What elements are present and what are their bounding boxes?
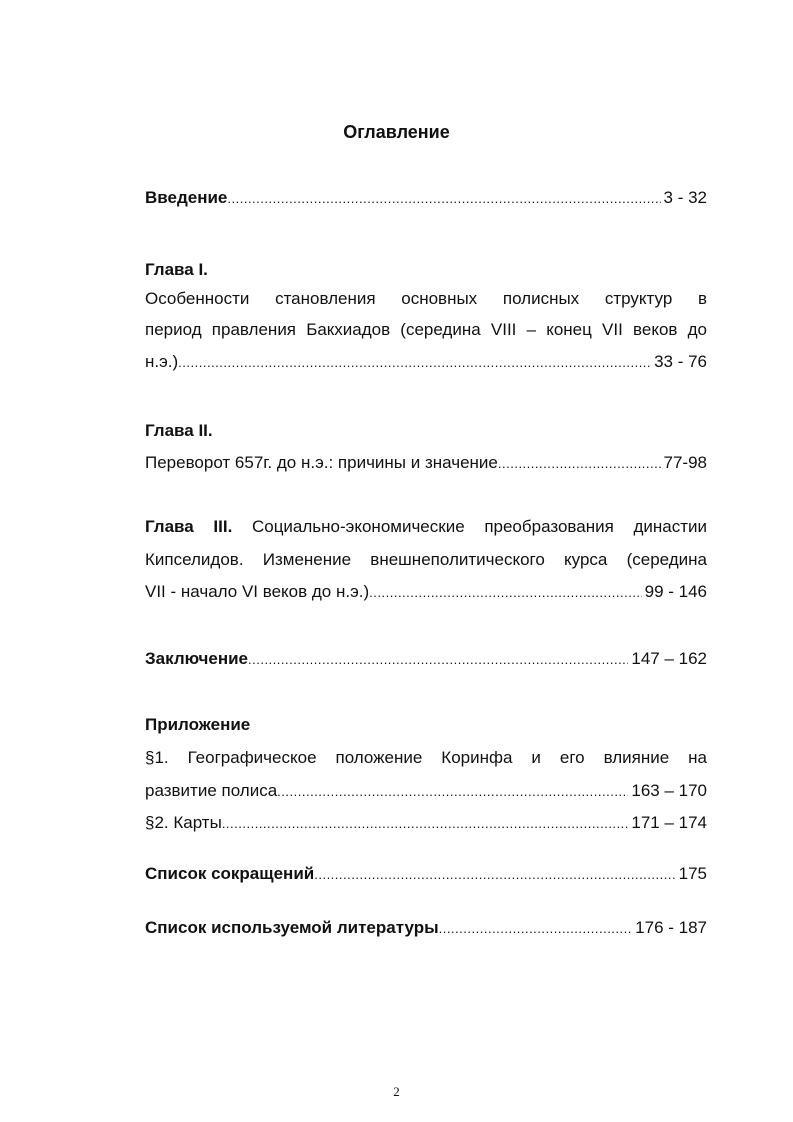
toc-entry-abbreviations	[145, 864, 707, 885]
chapter-2-heading: Глава II.	[145, 421, 213, 440]
page-title: Оглавление	[343, 122, 450, 142]
toc-entry-pages: 77-98	[663, 453, 707, 472]
toc-entry-appendix-section-2	[145, 813, 707, 834]
dot-leader	[227, 189, 660, 209]
chapter-1-title-line-1: Особенности становления основных полисных структур в	[145, 289, 707, 308]
dot-leader	[277, 782, 628, 802]
chapter-3-heading: Глава III.	[145, 517, 233, 536]
chapter-1-title-line-2: период правления Бакхиадов (середина VIII – конец VII веков до	[145, 320, 707, 339]
toc-entry-label: Введение	[145, 188, 228, 207]
dot-leader	[178, 353, 651, 373]
toc-entry-literature	[145, 918, 707, 939]
toc-entry-pages: 176 - 187	[635, 918, 707, 937]
dot-leader	[369, 583, 641, 603]
dot-leader	[498, 454, 661, 474]
toc-entry-pages: 171 – 174	[631, 813, 707, 832]
toc-entry-label: Список сокращений	[145, 864, 315, 883]
dot-leader	[314, 865, 675, 885]
toc-entry-appendix-section-1	[145, 781, 707, 802]
dot-leader	[222, 814, 629, 834]
toc-entry-pages: 33 - 76	[654, 352, 707, 371]
toc-entry-pages: 147 – 162	[631, 649, 707, 668]
chapter-3-title-line-1	[145, 517, 707, 537]
toc-entry-conclusion	[145, 649, 707, 670]
toc-entry-pages: 3 - 32	[663, 188, 707, 207]
toc-entry-label: н.э.)	[145, 352, 179, 371]
chapter-3-title-start: Социально-экономические преобразования династии	[251, 517, 707, 536]
toc-entry-pages: 99 - 146	[644, 582, 707, 601]
toc-entry-chapter-3	[145, 582, 707, 603]
dot-leader	[439, 919, 633, 939]
appendix-section-1-line-1: §1. Географическое положение Коринфа и его влияние на	[145, 748, 707, 767]
dot-leader	[248, 650, 628, 670]
toc-entry-label: §2. Карты	[145, 813, 222, 832]
toc-entry-pages: 163 – 170	[631, 781, 707, 800]
toc-entry-label: Переворот 657г. до н.э.: причины и значение	[145, 453, 498, 472]
toc-entry-pages: 175	[678, 864, 707, 883]
toc-entry-label: Заключение	[145, 649, 248, 668]
toc-entry-label: развитие полиса	[145, 781, 278, 800]
toc-entry-label: VII - начало VI веков до н.э.)	[145, 582, 370, 601]
page-number: 2	[393, 1084, 400, 1099]
chapter-1-heading: Глава I.	[145, 260, 208, 279]
chapter-3-title-line-2: Кипселидов. Изменение внешнеполитического курса (середина	[145, 550, 707, 569]
toc-entry-label: Список используемой литературы	[145, 918, 439, 937]
toc-entry-chapter-2	[145, 453, 707, 474]
appendix-heading: Приложение	[145, 715, 251, 734]
toc-entry-chapter-1	[145, 352, 707, 373]
toc-entry-intro	[145, 188, 707, 209]
